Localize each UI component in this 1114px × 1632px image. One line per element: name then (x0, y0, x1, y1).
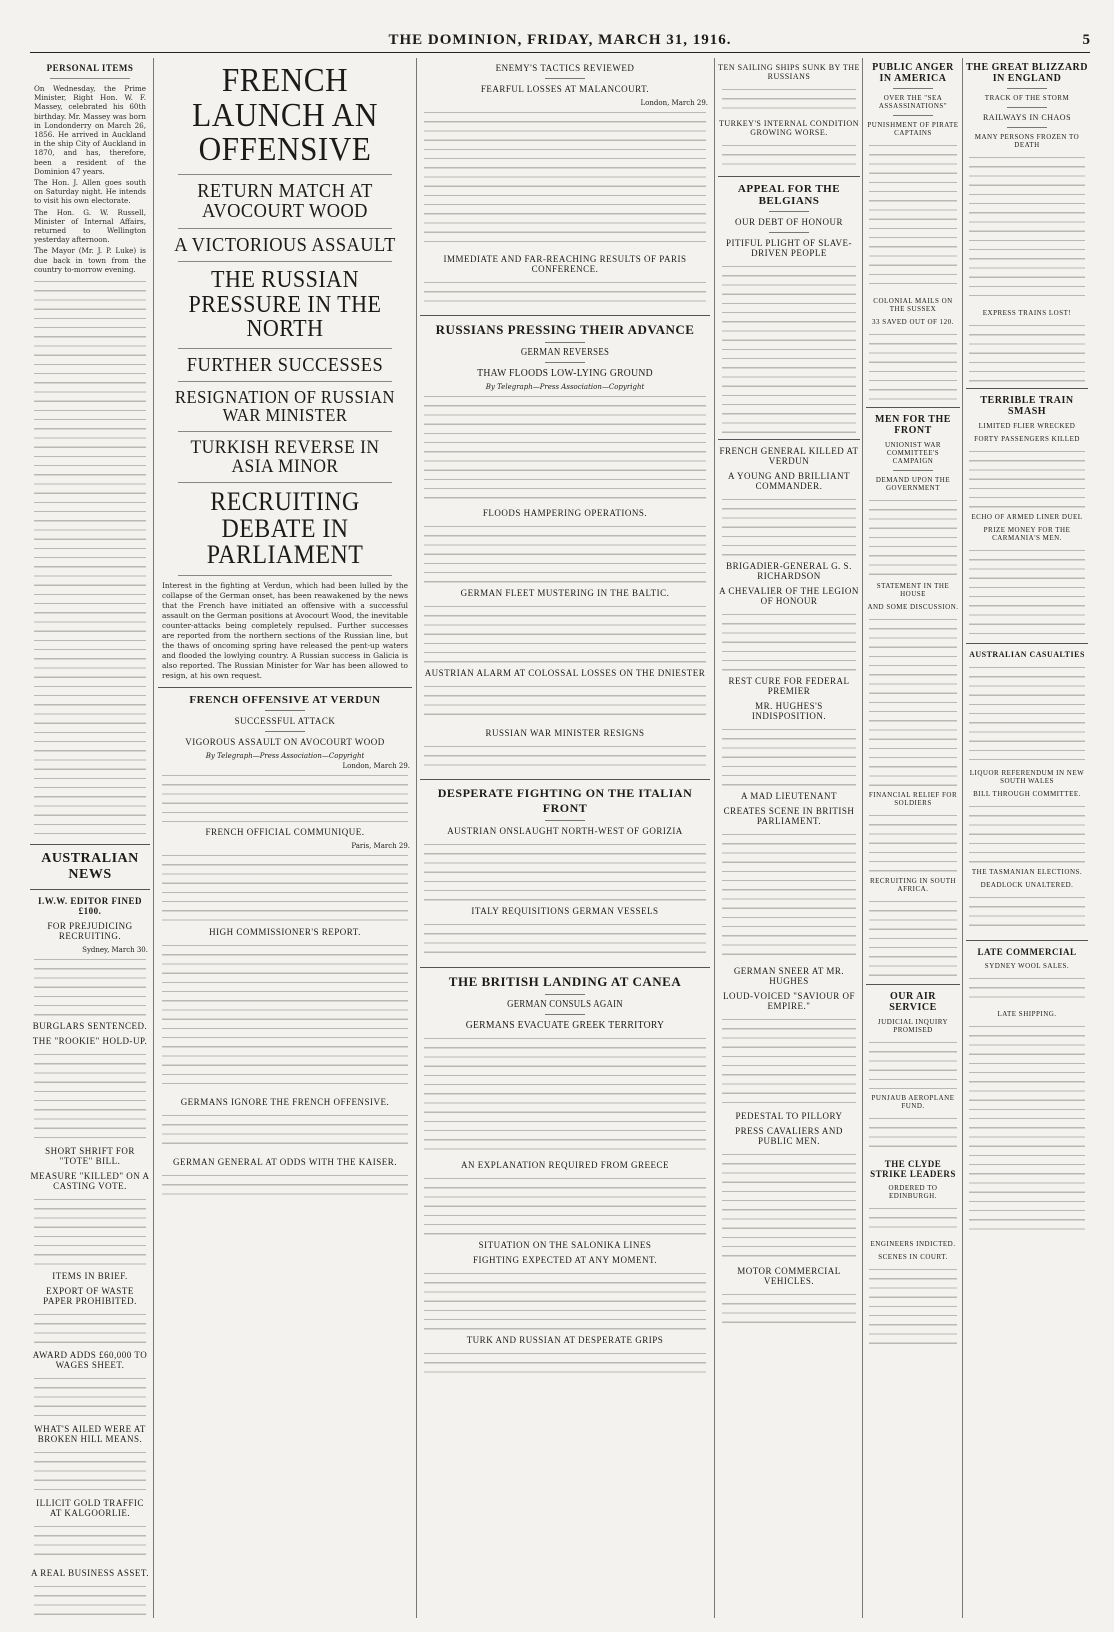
subhead: LIMITED FLIER WRECKED (978, 422, 1076, 430)
subhead: ORDERED TO EDINBURGH. (888, 1184, 938, 1200)
subhead: DEMAND UPON THE GOVERNMENT (875, 476, 951, 492)
headline-offensive-verdun: FRENCH OFFENSIVE AT VERDUN (189, 694, 381, 706)
text-block (869, 812, 957, 872)
headline-late-commercial: LATE COMMERCIAL (977, 947, 1077, 957)
text-block (722, 1151, 856, 1261)
subhead: GERMAN SNEER AT MR. HUGHES (733, 966, 845, 986)
subhead: DEADLOCK UNALTERED. (980, 881, 1074, 889)
headline-further-successes: FURTHER SUCCESSES (186, 353, 384, 376)
subhead: BRIGADIER-GENERAL G. S. RICHARDSON (726, 561, 852, 581)
subhead: SCENES IN COURT. (878, 1253, 948, 1261)
subhead: MR. HUGHES'S INDISPOSITION. (751, 701, 827, 721)
dateline: Paris, March 29. (351, 842, 410, 850)
headline-recruiting-debate: RECRUITING DEBATE IN PARLIAMENT (206, 487, 364, 570)
subhead: OUR DEBT OF HONOUR (734, 217, 844, 227)
dateline: London, March 29. (342, 762, 410, 770)
dateline: Sydney, March 30. (82, 946, 148, 955)
text-block (34, 278, 146, 838)
column-blizzard (966, 58, 1088, 1618)
subhead: 33 SAVED OUT OF 120. (872, 318, 954, 326)
text-block (722, 86, 856, 114)
text-block (424, 1035, 706, 1155)
subhead: BURGLARS SENTENCED. (32, 1021, 148, 1032)
text-block (969, 975, 1085, 1005)
subhead: PITIFUL PLIGHT OF SLAVE-DRIVEN PEOPLE (725, 238, 853, 258)
text-block (34, 1375, 146, 1419)
text-block (162, 942, 408, 1092)
headline-french-launch: FRENCH LAUNCH AN OFFENSIVE (192, 62, 378, 169)
subhead: FORTY PASSENGERS KILLED (974, 435, 1080, 443)
subhead: GERMANS IGNORE THE FRENCH OFFENSIVE. (180, 1097, 390, 1107)
subhead: FOR PREJUDICING RECRUITING. (47, 921, 133, 942)
text-block (34, 1196, 146, 1266)
subhead: EXPRESS TRAINS LOST! (982, 309, 1072, 317)
subhead: OVER THE "SEA ASSASSINATIONS" (878, 94, 948, 110)
column-rule (962, 58, 963, 1618)
subhead: GERMAN CONSULS AGAIN (507, 999, 623, 1010)
subhead: PEDESTAL TO PILLORY (735, 1111, 843, 1121)
subhead: RECRUITING IN SOUTH AFRICA. (869, 877, 957, 893)
column-rule (714, 58, 715, 1618)
subhead: AUSTRALIAN CASUALTIES (969, 650, 1085, 659)
text-block (34, 1449, 146, 1493)
subhead: LATE SHIPPING. (997, 1010, 1057, 1018)
subhead: PUNJAUB AEROPLANE FUND. (871, 1094, 955, 1110)
subhead: AND SOME DISCUSSION. (867, 603, 959, 611)
subhead: IMMEDIATE AND FAR-REACHING RESULTS OF PARIS CONFERENCE. (443, 254, 687, 274)
text-block (34, 1583, 146, 1618)
text-block (424, 1350, 706, 1380)
text-block (969, 154, 1085, 304)
text-block (162, 852, 408, 922)
headline-australian-news: AUSTRALIAN NEWS (41, 851, 139, 883)
subhead: ITALY REQUISITIONS GERMAN VESSELS (471, 906, 659, 916)
subhead: WHAT'S AILED WERE AT BROKEN HILL MEANS. (34, 1424, 146, 1445)
subhead: RUSSIAN WAR MINISTER RESIGNS (485, 728, 645, 738)
text-block (869, 1039, 957, 1089)
subhead: AN EXPLANATION REQUIRED FROM GREECE (461, 1160, 669, 1170)
subhead: I.W.W. EDITOR FINED £100. (38, 896, 142, 917)
text-block (424, 1270, 706, 1330)
text-block (869, 1205, 957, 1235)
article-text: The Hon. G. W. Russell, Minister of Internal Affairs, returned to Wellington yesterday afternoon. (34, 207, 146, 245)
headline-blizzard: THE GREAT BLIZZARD IN ENGLAND (966, 62, 1088, 84)
headline-italian-front: DESPERATE FIGHTING ON THE ITALIAN FRONT (437, 786, 693, 815)
subhead: THE TASMANIAN ELECTIONS. (971, 868, 1083, 876)
article-text: The Mayor (Mr. J. P. Luke) is due back in town from the country to-morrow evening. (34, 246, 146, 274)
text-block (722, 831, 856, 961)
news-summary: Interest in the fighting at Verdun, which had been lulled by the collapse of the German onset, has been reawakened by the news that the French have initiated an offensive with a successful assault on the German positions at Avocourt Wood, the inevitable counter-attacks being completely repulsed. Further successes are reported from the northern sections of the Russian line, but the thaws of oncoming spring have released the pent-up waters and flooded the lowlying country. A Russian success in Galicia is also reported. The Russian Minister for War has been allowed to resign, at his own request. (162, 581, 408, 680)
subhead: TRACK OF THE STORM (984, 94, 1070, 102)
headline-train-smash: TERRIBLE TRAIN SMASH (980, 395, 1074, 417)
subhead: MANY PERSONS FROZEN TO DEATH (974, 133, 1080, 149)
subhead: RAILWAYS IN CHAOS (982, 113, 1072, 122)
text-block (869, 497, 957, 577)
text-block (969, 322, 1085, 382)
text-block (722, 142, 856, 170)
column-rule (862, 58, 863, 1618)
text-block (869, 142, 957, 292)
column-french-offensive (158, 58, 412, 1618)
subhead: GERMAN REVERSES (520, 347, 610, 358)
text-block (424, 393, 706, 503)
text-block (424, 743, 706, 773)
text-block (869, 898, 957, 978)
column-rule (416, 58, 417, 1618)
subhead: A REAL BUSINESS ASSET. (30, 1568, 150, 1579)
subhead: MEASURE "KILLED" ON A CASTING VOTE. (30, 1171, 150, 1192)
article-text: On Wednesday, the Prime Minister, Right Hon. W. F. Massey, celebrated his 60th birthday. Mr. Massey was born in Londonderry on March 26, 1856. He arrived in Auckland in the ship City of Auckland in 1870, and has, therefore, been a resident of the Dominion 47 years. (34, 84, 147, 176)
subhead: GERMAN FLEET MUSTERING IN THE BALTIC. (460, 588, 670, 598)
subhead: HIGH COMMISSIONER'S REPORT. (209, 927, 361, 937)
page-number: 5 (1082, 32, 1090, 48)
column-belgians (718, 58, 860, 1618)
text-block (424, 921, 706, 961)
headline-personal-items: PERSONAL ITEMS (46, 63, 134, 73)
text-block (424, 603, 706, 663)
headline-russian-pressure: THE RUSSIAN PRESSURE IN THE NORTH (188, 267, 382, 343)
headline-victorious-assault: A VICTORIOUS ASSAULT (174, 233, 396, 256)
subhead: SUCCESSFUL ATTACK (234, 716, 336, 726)
subhead: SHORT SHRIFT FOR "TOTE" BILL. (45, 1146, 135, 1167)
text-block (424, 109, 706, 249)
text-block (34, 1311, 146, 1345)
subhead: FRENCH GENERAL KILLED AT VERDUN (719, 446, 859, 466)
subhead: CREATES SCENE IN BRITISH PARLIAMENT. (723, 806, 855, 826)
subhead: GERMANS EVACUATE GREEK TERRITORY (465, 1019, 665, 1031)
headline: TEN SAILING SHIPS SUNK BY THE RUSSIANS (718, 63, 860, 81)
subhead: THAW FLOODS LOW-LYING GROUND (477, 367, 653, 379)
byline: By Telegraph—Press Association—Copyright (485, 383, 645, 391)
subhead: FRENCH OFFICIAL COMMUNIQUE. (205, 827, 365, 837)
subhead: PRIZE MONEY FOR THE CARMANIA'S MEN. (983, 526, 1071, 542)
article-text: The Hon. J. Allen goes south on Saturday night. He intends to visit his own electorate. (34, 178, 146, 206)
headline-clyde-strike: THE CLYDE STRIKE LEADERS (870, 1159, 956, 1179)
headline: ENEMY'S TACTICS REVIEWED (495, 63, 635, 73)
text-block (722, 263, 856, 433)
text-block (34, 1523, 146, 1563)
subhead: AUSTRIAN ALARM AT COLOSSAL LOSSES ON THE DNIESTER (424, 668, 706, 678)
subhead: SITUATION ON THE SALONIKA LINES (478, 1240, 652, 1250)
subhead: LIQUOR REFERENDUM IN NEW SOUTH WALES (969, 769, 1085, 785)
subhead: A YOUNG AND BRILLIANT COMMANDER. (728, 471, 850, 491)
text-block (969, 664, 1085, 764)
subhead: FIGHTING EXPECTED AT ANY MOMENT. (472, 1255, 658, 1265)
subhead: FINANCIAL RELIEF FOR SOLDIERS (868, 791, 958, 807)
text-block (424, 279, 706, 309)
headline-return-match: RETURN MATCH AT AVOCOURT WOOD (197, 180, 373, 223)
subhead: TURK AND RUSSIAN AT DESPERATE GRIPS (466, 1335, 664, 1345)
text-block (969, 803, 1085, 863)
text-block (869, 331, 957, 401)
masthead (30, 30, 1090, 53)
text-block (162, 1172, 408, 1202)
subhead: ITEMS IN BRIEF. (52, 1271, 128, 1282)
headline-air-service: OUR AIR SERVICE (889, 991, 937, 1013)
subhead: VIGOROUS ASSAULT ON AVOCOURT WOOD (185, 737, 385, 747)
subhead: EXPORT OF WASTE PAPER PROHIBITED. (43, 1286, 137, 1307)
headline-appeal-belgians: APPEAL FOR THE BELGIANS (737, 183, 841, 207)
subhead: COLONIAL MAILS ON THE SUSSEX (873, 297, 953, 313)
text-block (34, 1051, 146, 1141)
subhead: LOUD-VOICED "SAVIOUR OF EMPIRE." (722, 991, 855, 1011)
text-block (969, 448, 1085, 508)
text-block (969, 547, 1085, 637)
subhead: GERMAN GENERAL AT ODDS WITH THE KAISER. (173, 1157, 397, 1167)
subhead: THE "ROOKIE" HOLD-UP. (32, 1036, 148, 1047)
text-block (162, 1112, 408, 1152)
text-block (722, 496, 856, 556)
headline-canea: THE BRITISH LANDING AT CANEA (448, 974, 682, 989)
text-block (722, 1291, 856, 1331)
text-block (969, 894, 1085, 934)
subhead: REST CURE FOR FEDERAL PREMIER (728, 676, 850, 696)
subhead: PRESS CAVALIERS AND PUBLIC MEN. (735, 1126, 843, 1146)
subhead: ECHO OF ARMED LINER DUEL (971, 513, 1083, 521)
subhead: BILL THROUGH COMMITTEE. (973, 790, 1081, 798)
subhead: TURKEY'S INTERNAL CONDITION GROWING WORSE. (719, 119, 859, 137)
text-block (969, 1023, 1085, 1233)
subhead: SYDNEY WOOL SALES. (984, 962, 1070, 970)
masthead-title: THE DOMINION, FRIDAY, MARCH 31, 1916. (388, 32, 732, 48)
subhead: JUDICIAL INQUIRY PROMISED (877, 1018, 949, 1034)
headline-resignation: RESIGNATION OF RUSSIAN WAR MINISTER (175, 386, 395, 426)
text-block (162, 772, 408, 822)
subhead: MOTOR COMMERCIAL VEHICLES. (737, 1266, 841, 1286)
subhead: FLOODS HAMPERING OPERATIONS. (482, 508, 648, 518)
subhead: AWARD ADDS £60,000 TO WAGES SHEET. (32, 1350, 148, 1371)
column-america (866, 58, 960, 1618)
subhead: FEARFUL LOSSES AT MALANCOURT. (480, 84, 650, 94)
text-block (424, 683, 706, 723)
subhead: UNIONIST WAR COMMITTEE'S CAMPAIGN (884, 441, 942, 465)
subhead: A MAD LIEUTENANT (741, 791, 837, 801)
subhead: PUNISHMENT OF PIRATE CAPTAINS (867, 121, 959, 137)
text-block (869, 1115, 957, 1155)
subhead: STATEMENT IN THE HOUSE (876, 582, 950, 598)
subhead: AUSTRIAN ONSLAUGHT NORTH-WEST OF GORIZIA (447, 826, 683, 836)
text-block (424, 523, 706, 583)
subhead: A CHEVALIER OF THE LEGION OF HONOUR (719, 586, 859, 606)
text-block (424, 841, 706, 901)
headline-russians-pressing: RUSSIANS PRESSING THEIR ADVANCE (435, 322, 695, 337)
byline: By Telegraph—Press Association—Copyright (205, 752, 365, 760)
text-block (424, 1175, 706, 1235)
text-block (722, 611, 856, 671)
text-block (869, 616, 957, 786)
text-block (722, 726, 856, 786)
dateline: London, March 29. (640, 99, 708, 107)
column-rule (153, 58, 154, 1618)
headline-turkish-reverse: TURKISH REVERSE IN ASIA MINOR (190, 436, 380, 478)
column-enemy-tactics (420, 58, 710, 1618)
subhead: ENGINEERS INDICTED. (870, 1240, 956, 1248)
subhead: ILLICIT GOLD TRAFFIC AT KALGOORLIE. (36, 1498, 144, 1519)
text-block (869, 1266, 957, 1346)
headline-public-anger: PUBLIC ANGER IN AMERICA (872, 62, 954, 84)
headline-men-front: MEN FOR THE FRONT (875, 414, 951, 436)
column-personal-australian (30, 58, 150, 1618)
text-block (722, 1016, 856, 1106)
text-block (34, 956, 146, 1016)
